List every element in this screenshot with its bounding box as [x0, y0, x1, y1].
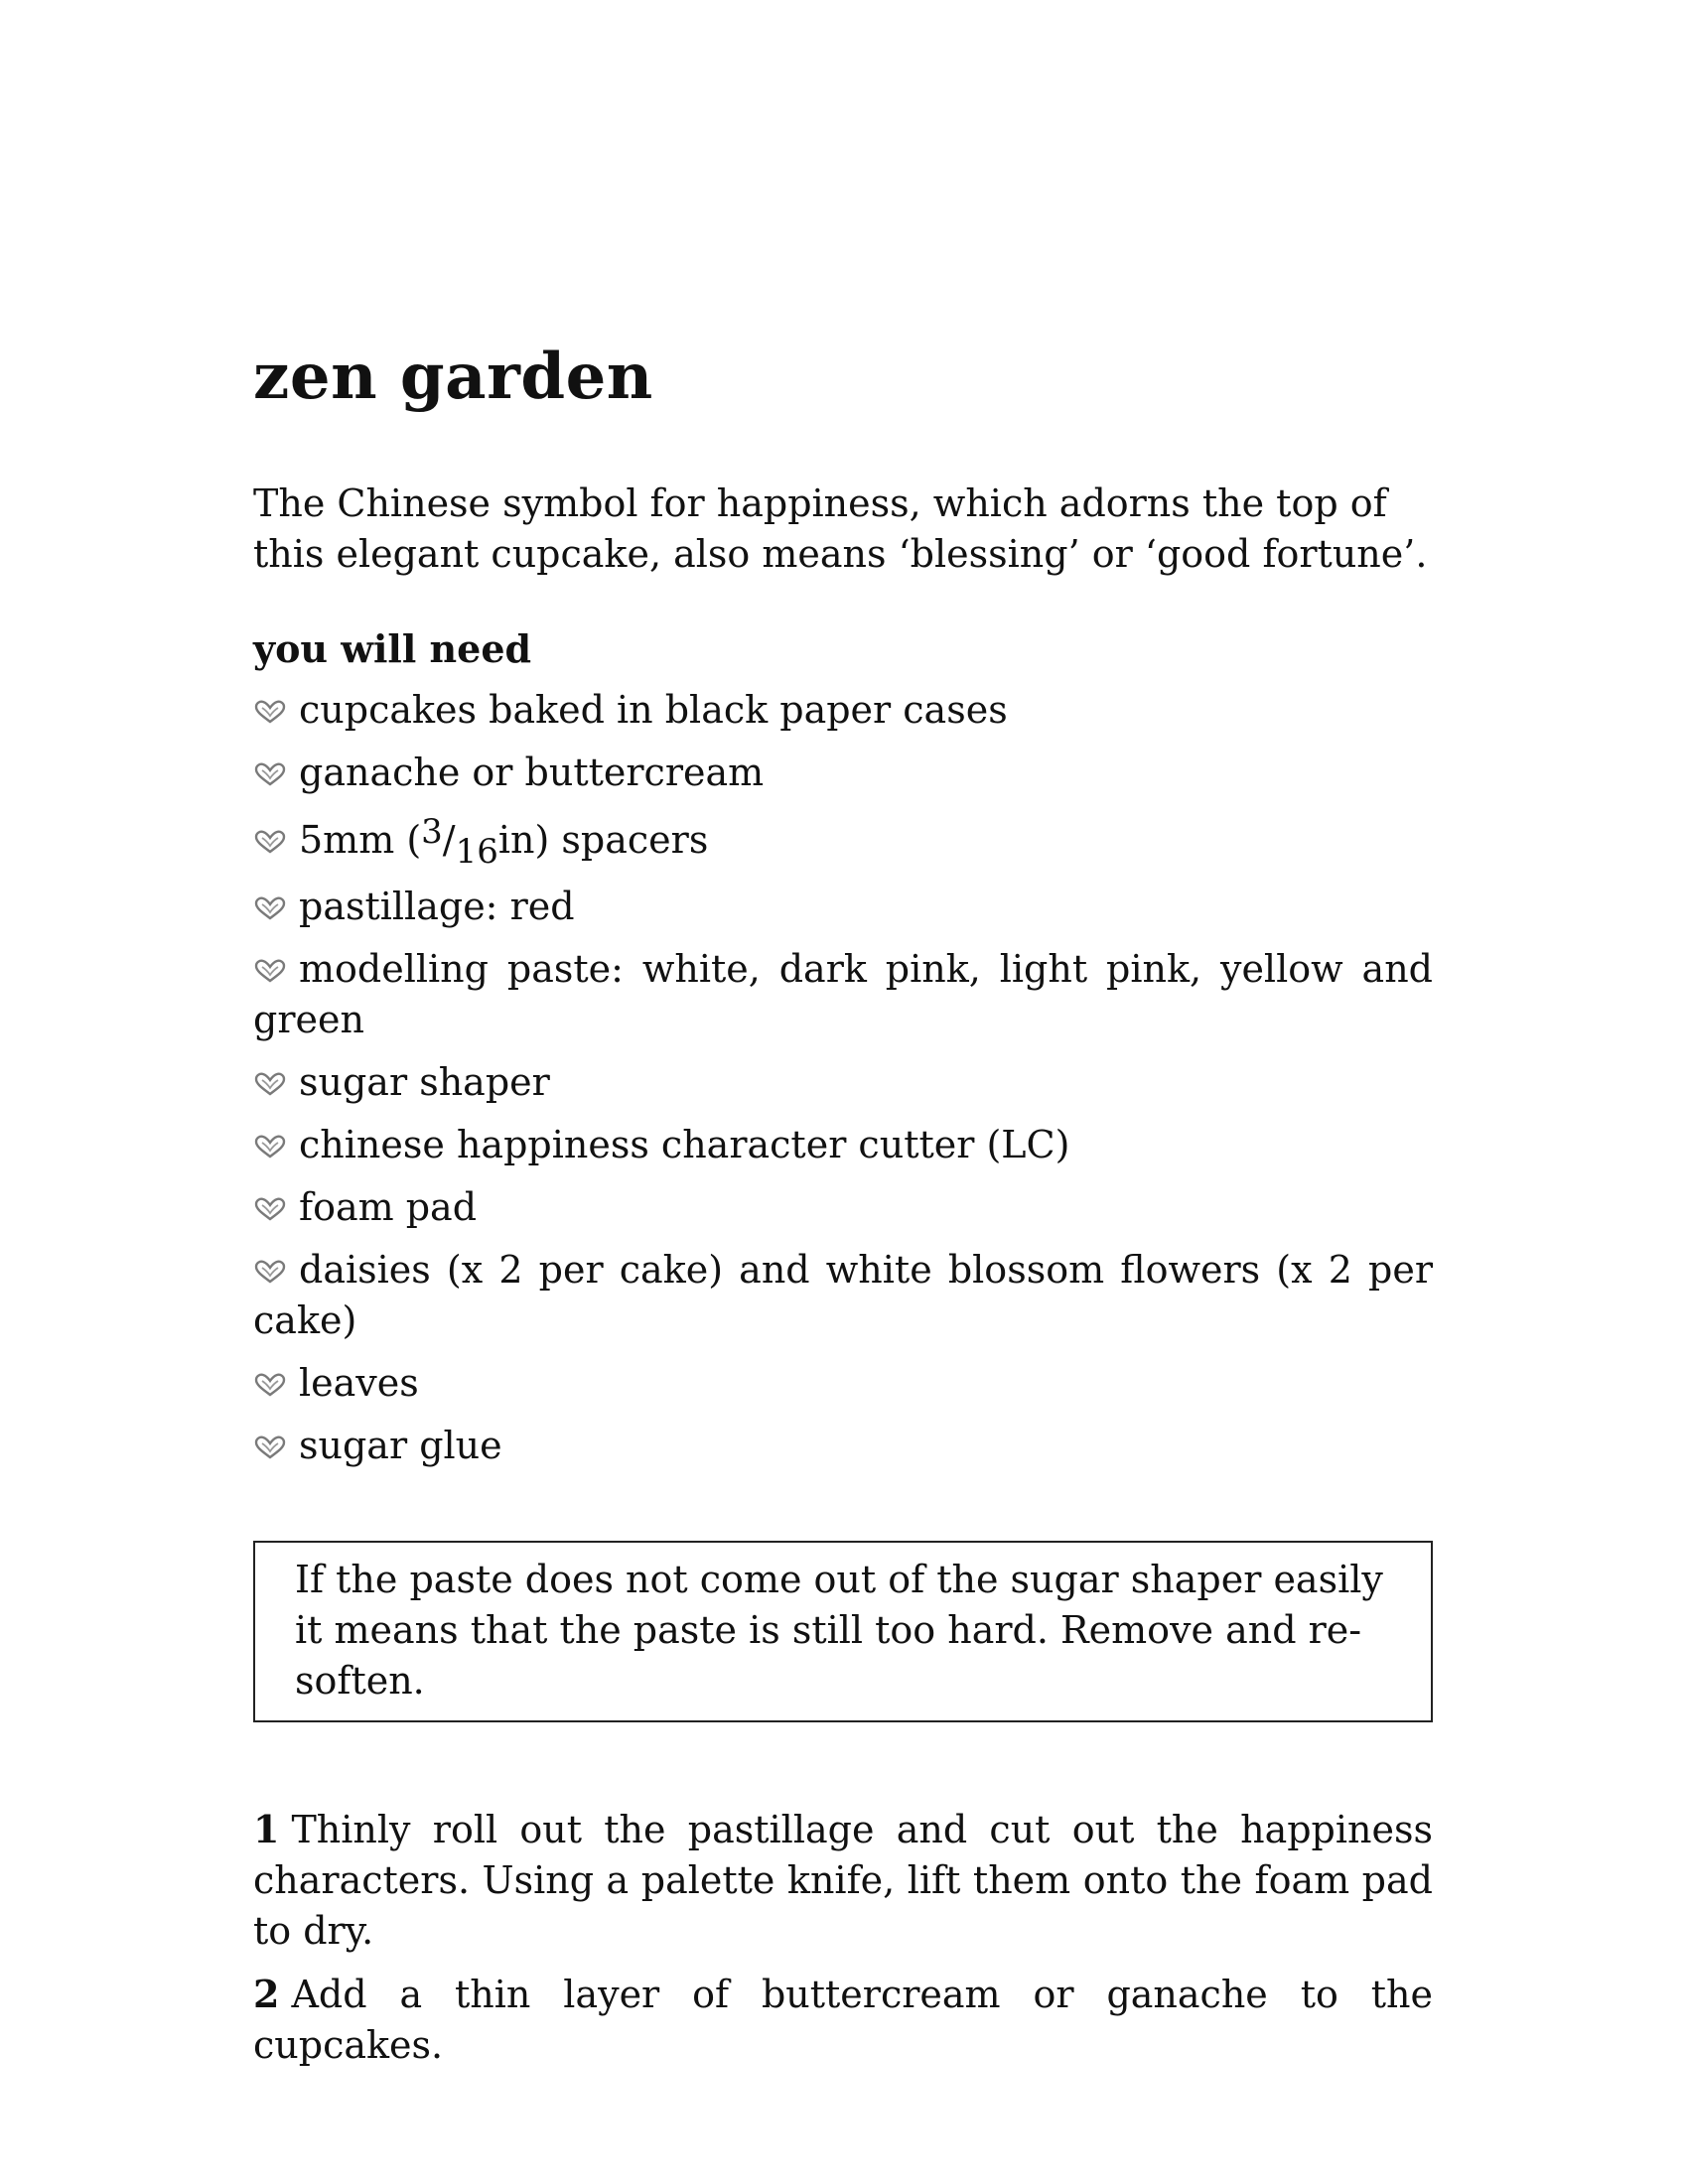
list-item [253, 1245, 1433, 1346]
step-item [253, 1969, 1433, 2071]
heart-icon [253, 1196, 287, 1222]
list-item-text: pastillage: red [299, 885, 575, 928]
list-item-text: leaves [299, 1361, 419, 1405]
steps-list [253, 1804, 1433, 2071]
list-item [253, 1358, 1433, 1409]
heart-icon [253, 761, 287, 787]
heart-icon [253, 829, 287, 855]
needs-heading: you will need [253, 626, 532, 671]
intro-paragraph: The Chinese symbol for happiness, which adorns the top of this elegant cupcake, also means ‘blessing’ or ‘good fortune’. [253, 481, 1428, 576]
list-item-text: modelling paste: white, dark pink, light pink, yellow and green [253, 947, 1433, 1041]
heart-icon [253, 1259, 287, 1285]
list-item [253, 944, 1433, 1045]
list-item-text: ganache or buttercream [299, 751, 765, 794]
list-item-text: cupcakes baked in black paper cases [299, 688, 1008, 732]
list-item [253, 748, 1433, 798]
heart-icon [253, 958, 287, 984]
step-text: Add a thin layer of buttercream or ganache to the cupcakes. [253, 1973, 1433, 2067]
list-item-text: daisies (x 2 per cake) and white blossom flowers (x 2 per cake) [253, 1248, 1433, 1342]
list-item [253, 1057, 1433, 1108]
list-item-text: 5mm $(^3/_{16}in)$ spacers [299, 812, 709, 872]
list-item [253, 1421, 1433, 1471]
list-item [253, 685, 1433, 736]
list-item [253, 810, 1433, 870]
list-item [253, 1182, 1433, 1233]
list-item-text: sugar glue [299, 1424, 502, 1467]
page-title: zen garden [253, 340, 653, 414]
step-number: 1 [253, 1807, 280, 1851]
list-item [253, 1120, 1433, 1170]
heart-icon [253, 1434, 287, 1460]
list-item-text: foam pad [299, 1185, 478, 1229]
heart-icon [253, 1372, 287, 1398]
list-item [253, 882, 1433, 932]
list-item-text: chinese happiness character cutter (LC) [299, 1123, 1070, 1166]
step-number: 2 [253, 1972, 280, 2016]
list-item-text: sugar shaper [299, 1060, 550, 1104]
heart-icon [253, 1071, 287, 1097]
step-item [253, 1804, 1433, 1957]
heart-icon [253, 699, 287, 725]
heart-icon [253, 895, 287, 921]
tip-text: If the paste does not come out of the sugar shaper easily it means that the paste is still too hard. Remove and re-soften. [295, 1558, 1383, 1703]
needs-list [253, 685, 1433, 1471]
step-text: Thinly roll out the pastillage and cut out the happiness characters. Using a palette knife, lift them onto the foam pad to dry. [253, 1808, 1433, 1953]
recipe-page [253, 338, 1433, 2083]
heart-icon [253, 1134, 287, 1160]
tip-box [253, 1541, 1433, 1722]
